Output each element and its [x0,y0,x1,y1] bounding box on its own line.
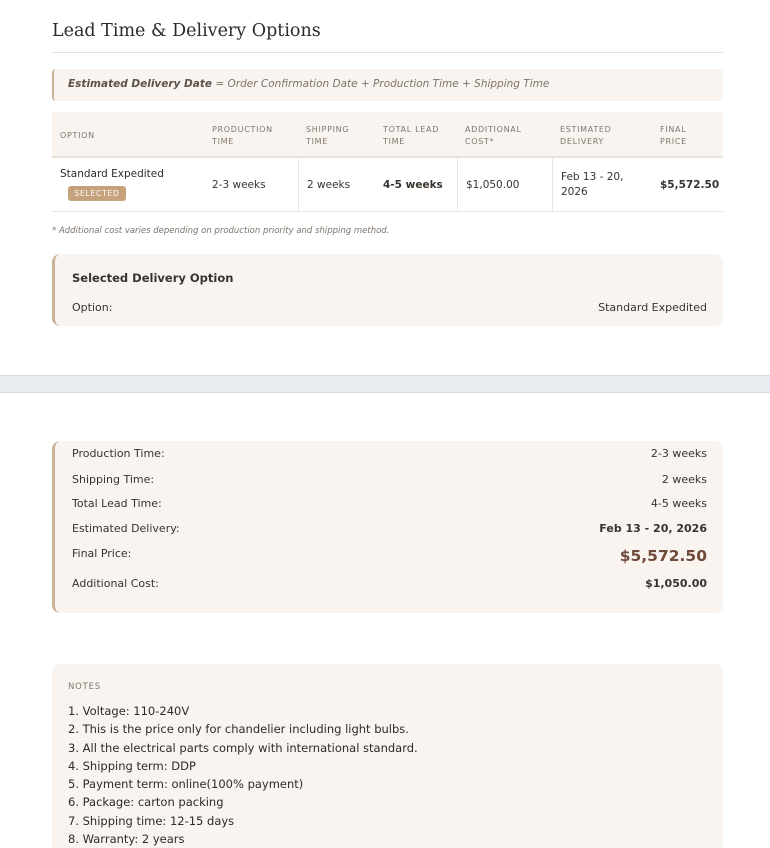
final-price-label: Final Price: [72,547,132,560]
formula-expression: = Order Confirmation Date + Production Time + Shipping Time [215,78,550,90]
selected-option-card [52,254,723,326]
table-row[interactable] [52,158,723,212]
shipping-value: 2 weeks [661,473,707,486]
list-item: 6. Package: carton packing [68,795,224,810]
page-divider [0,375,770,393]
delivery-options-table [52,112,723,212]
delivery-summary-card [52,441,723,613]
header-total-lead: TOTAL LEAD TIME [383,125,440,146]
section-title: Lead Time & Delivery Options [52,20,723,53]
row-shipping: 2 weeks [298,158,375,212]
header-final-price: FINAL PRICE [660,125,687,146]
estimated-value: Feb 13 - 20, 2026 [599,522,707,535]
row-estimated: Feb 13 - 20, 2026 [552,158,652,212]
list-item: 8. Warranty: 2 years [68,832,185,847]
option-value: Standard Expedited [598,301,707,314]
estimated-label: Estimated Delivery: [72,522,180,535]
header-estimated-delivery: ESTIMATED DELIVERY [560,125,612,146]
notes-panel [52,664,723,848]
notes-label: NOTES [68,682,102,692]
list-item: 7. Shipping time: 12-15 days [68,813,235,828]
row-option-name: Standard Expedited [60,168,164,180]
additional-value: $1,050.00 [645,577,707,590]
row-production: 2-3 weeks [212,179,266,191]
header-shipping: SHIPPING TIME [306,125,350,146]
header-option: OPTION [60,131,95,140]
row-additional: $1,050.00 [457,158,552,212]
option-label: Option: [72,301,113,314]
total-value: 4-5 weeks [650,497,707,510]
shipping-label: Shipping Time: [72,473,155,486]
formula-term: Estimated Delivery Date [68,78,213,90]
header-production: PRODUCTION TIME [212,125,273,146]
cost-footnote: * Additional cost varies depending on production priority and shipping method. [52,226,390,236]
production-value: 2-3 weeks [650,447,707,460]
production-label: Production Time: [72,447,165,460]
table-header [52,112,723,158]
additional-label: Additional Cost: [72,577,159,590]
row-total: 4-5 weeks [383,179,443,191]
final-price-value: $5,572.50 [619,547,707,565]
header-additional-cost: ADDITIONAL COST* [465,125,522,146]
list-item: 1. Voltage: 110-240V [68,704,190,718]
list-item: 4. Shipping term: DDP [68,758,196,773]
list-item: 3. All the electrical parts comply with international standard. [68,740,418,755]
total-label: Total Lead Time: [72,497,162,510]
selected-badge: SELECTED [68,186,126,201]
delivery-formula [52,69,723,101]
list-item: 5. Payment term: online(100% payment) [68,777,304,792]
selected-option-title: Selected Delivery Option [72,271,234,285]
row-final-price: $5,572.50 [660,179,720,191]
list-item: 2. This is the price only for chandelier including light bulbs. [68,722,409,737]
notes-list [68,702,418,848]
